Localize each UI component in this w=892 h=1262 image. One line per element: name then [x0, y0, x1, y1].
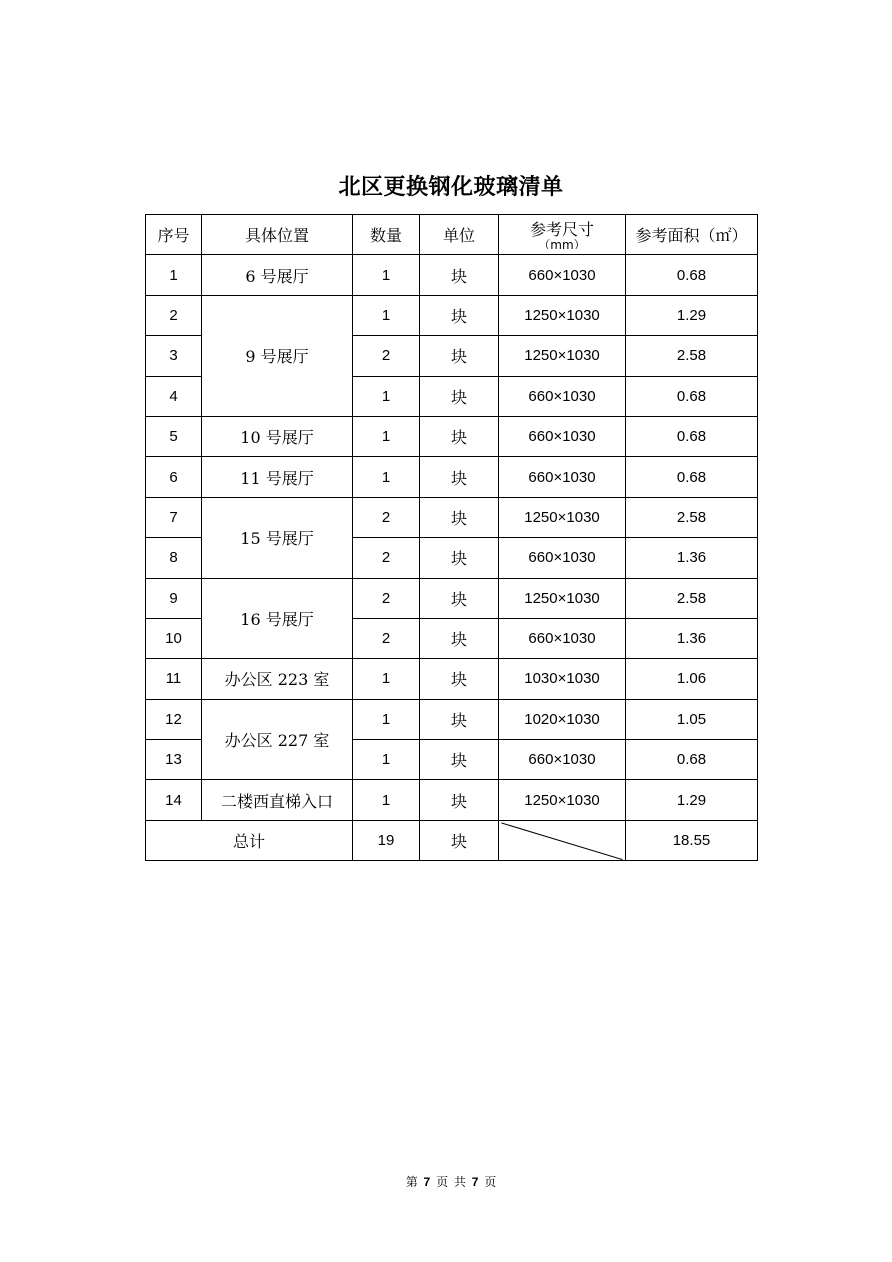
document-title: 北区更换钢化玻璃清单 [338, 175, 564, 200]
cell-serial: 8 [146, 538, 202, 578]
cell-area: 1.36 [626, 538, 758, 578]
cell-area: 0.68 [626, 255, 758, 295]
cell-serial: 2 [146, 295, 202, 335]
cell-unit: 块 [420, 618, 499, 658]
cell-unit: 块 [420, 497, 499, 537]
footer-post: 页 [484, 1175, 497, 1189]
cell-area: 1.29 [626, 780, 758, 820]
cell-area: 1.05 [626, 699, 758, 739]
cell-unit: 块 [420, 659, 499, 699]
cell-quantity: 1 [353, 376, 420, 416]
cell-unit: 块 [420, 699, 499, 739]
cell-size: 660×1030 [499, 255, 626, 295]
cell-unit: 块 [420, 416, 499, 456]
total-row [146, 820, 758, 860]
header-row [146, 215, 758, 255]
table-row [146, 457, 758, 497]
cell-unit: 块 [420, 255, 499, 295]
glass-replacement-table [145, 214, 758, 861]
cell-size: 1250×1030 [499, 295, 626, 335]
cell-serial: 6 [146, 457, 202, 497]
header-size [499, 215, 626, 255]
cell-quantity: 1 [353, 659, 420, 699]
cell-unit: 块 [420, 336, 499, 376]
cell-serial: 12 [146, 699, 202, 739]
cell-unit: 块 [420, 578, 499, 618]
cell-serial: 5 [146, 416, 202, 456]
table-row [146, 416, 758, 456]
table-row [146, 295, 758, 335]
header-size-unit: （mm） [538, 238, 586, 249]
cell-quantity: 2 [353, 578, 420, 618]
footer-mid2: 共 [453, 1175, 466, 1189]
cell-size: 1250×1030 [499, 336, 626, 376]
cell-quantity: 2 [353, 618, 420, 658]
cell-quantity: 1 [353, 780, 420, 820]
cell-unit: 块 [420, 457, 499, 497]
header-size-label: 参考尺寸 [529, 219, 594, 239]
cell-unit: 块 [420, 780, 499, 820]
total-quantity: 19 [353, 820, 420, 860]
cell-quantity: 1 [353, 740, 420, 780]
cell-unit: 块 [420, 295, 499, 335]
footer-pre: 第 [405, 1175, 418, 1189]
cell-serial: 7 [146, 497, 202, 537]
cell-location: 10 号展厅 [202, 416, 353, 456]
table-row [146, 699, 758, 739]
cell-location: 9 号展厅 [202, 295, 353, 416]
cell-size: 1020×1030 [499, 699, 626, 739]
cell-area: 0.68 [626, 376, 758, 416]
cell-quantity: 1 [353, 457, 420, 497]
cell-size: 1250×1030 [499, 780, 626, 820]
header-serial: 序号 [146, 215, 202, 255]
cell-quantity: 1 [353, 416, 420, 456]
cell-serial: 3 [146, 336, 202, 376]
cell-serial: 13 [146, 740, 202, 780]
cell-size: 1250×1030 [499, 497, 626, 537]
cell-area: 0.68 [626, 457, 758, 497]
page-footer [0, 1173, 892, 1190]
cell-quantity: 2 [353, 538, 420, 578]
footer-total-pages: 7 [471, 1175, 479, 1189]
table-row [146, 780, 758, 820]
cell-area: 1.29 [626, 295, 758, 335]
cell-serial: 1 [146, 255, 202, 295]
cell-area: 2.58 [626, 578, 758, 618]
cell-size: 660×1030 [499, 538, 626, 578]
cell-location: 16 号展厅 [202, 578, 353, 659]
table-row [146, 659, 758, 699]
cell-location: 6 号展厅 [202, 255, 353, 295]
cell-location: 11 号展厅 [202, 457, 353, 497]
cell-serial: 9 [146, 578, 202, 618]
table-row [146, 497, 758, 537]
header-location: 具体位置 [202, 215, 353, 255]
cell-serial: 10 [146, 618, 202, 658]
cell-unit: 块 [420, 538, 499, 578]
cell-quantity: 1 [353, 295, 420, 335]
cell-quantity: 2 [353, 336, 420, 376]
cell-size: 1030×1030 [499, 659, 626, 699]
cell-serial: 4 [146, 376, 202, 416]
cell-location: 15 号展厅 [202, 497, 353, 578]
header-quantity: 数量 [353, 215, 420, 255]
cell-size: 660×1030 [499, 618, 626, 658]
cell-area: 0.68 [626, 740, 758, 780]
cell-unit: 块 [420, 376, 499, 416]
cell-area: 1.06 [626, 659, 758, 699]
header-unit: 单位 [420, 215, 499, 255]
cell-size: 660×1030 [499, 416, 626, 456]
cell-area: 1.36 [626, 618, 758, 658]
cell-serial: 14 [146, 780, 202, 820]
cell-quantity: 1 [353, 699, 420, 739]
cell-location: 办公区 223 室 [202, 659, 353, 699]
cell-quantity: 2 [353, 497, 420, 537]
cell-location: 办公区 227 室 [202, 699, 353, 780]
header-area: 参考面积（㎡） [626, 215, 758, 255]
cell-quantity: 1 [353, 255, 420, 295]
cell-size: 660×1030 [499, 376, 626, 416]
cell-size: 660×1030 [499, 457, 626, 497]
table-row [146, 578, 758, 618]
footer-mid1: 页 [436, 1175, 449, 1189]
cell-area: 0.68 [626, 416, 758, 456]
total-label: 总计 [146, 820, 353, 860]
total-unit: 块 [420, 820, 499, 860]
empty-diagonal-cell [499, 820, 626, 860]
cell-unit: 块 [420, 740, 499, 780]
footer-current-page: 7 [423, 1175, 431, 1189]
cell-serial: 11 [146, 659, 202, 699]
cell-area: 2.58 [626, 497, 758, 537]
cell-area: 2.58 [626, 336, 758, 376]
cell-location: 二楼西直梯入口 [202, 780, 353, 820]
table-row [146, 255, 758, 295]
diagonal-slash-line [499, 821, 625, 860]
cell-size: 1250×1030 [499, 578, 626, 618]
cell-size: 660×1030 [499, 740, 626, 780]
total-area: 18.55 [626, 820, 758, 860]
